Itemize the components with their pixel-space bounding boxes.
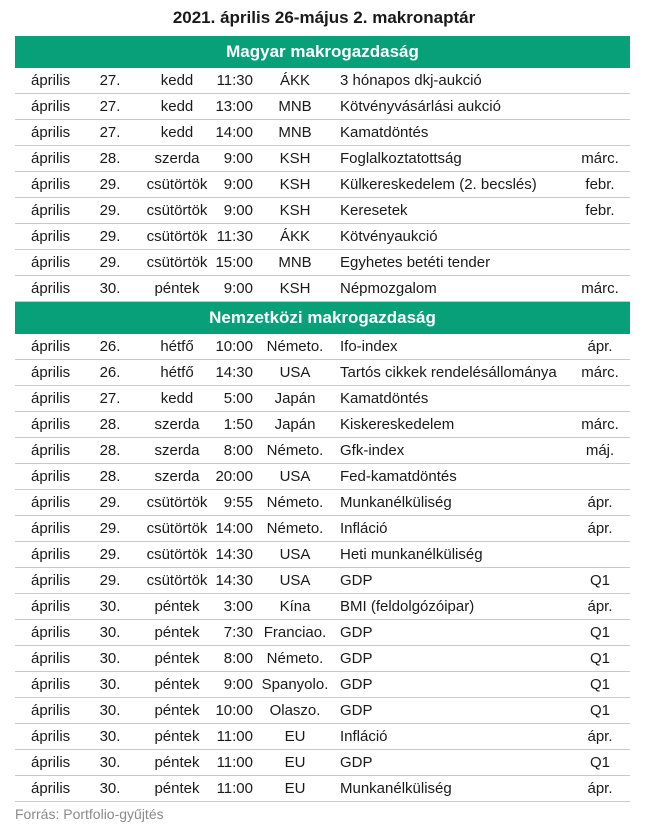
source-cell: USA	[279, 364, 311, 381]
day-cell: 30.	[99, 676, 121, 693]
month-cell: április	[31, 494, 71, 511]
source-cell: Franciao.	[263, 624, 327, 641]
month-cell: április	[31, 124, 71, 141]
table-row	[15, 276, 630, 302]
day-cell: 28.	[99, 150, 121, 167]
source-cell: KSH	[279, 176, 311, 193]
table-row	[15, 146, 630, 172]
weekday-cell: csütörtök	[146, 520, 208, 537]
event-cell: Tartós cikkek rendelésállománya	[340, 364, 557, 381]
time-cell: 11:00	[216, 780, 253, 797]
period-cell: Q1	[589, 702, 610, 719]
time-cell: 14:30	[215, 572, 253, 589]
event-cell: BMI (feldolgózóipar)	[340, 598, 475, 615]
month-cell: április	[31, 416, 71, 433]
source-cell: Spanyolo.	[261, 676, 329, 693]
table-row	[15, 724, 630, 750]
event-cell: Ifo-index	[340, 338, 398, 355]
period-cell: Q1	[589, 754, 610, 771]
month-cell: április	[31, 780, 71, 797]
page-title: 2021. április 26-május 2. makronaptár	[172, 8, 476, 27]
weekday-cell: kedd	[160, 98, 194, 115]
period-cell: márc.	[581, 416, 619, 433]
time-cell: 15:00	[215, 254, 253, 271]
source-cell: ÁKK	[279, 72, 310, 89]
day-cell: 29.	[99, 572, 121, 589]
month-cell: április	[31, 254, 71, 271]
event-cell: Kiskereskedelem	[340, 416, 455, 433]
month-cell: április	[31, 468, 71, 485]
time-cell: 14:30	[215, 364, 253, 381]
table-row	[15, 68, 630, 94]
source-cell: Németo.	[266, 338, 324, 355]
source-cell: ÁKK	[279, 228, 310, 245]
month-cell: április	[31, 754, 71, 771]
weekday-cell: hétfő	[160, 364, 194, 381]
time-cell: 11:00	[216, 754, 253, 771]
table-row	[15, 672, 630, 698]
day-cell: 28.	[99, 416, 121, 433]
month-cell: április	[31, 676, 71, 693]
weekday-cell: péntek	[154, 280, 200, 297]
weekday-cell: péntek	[154, 780, 200, 797]
period-cell: ápr.	[587, 338, 613, 355]
month-cell: április	[31, 728, 71, 745]
weekday-cell: csütörtök	[146, 254, 208, 271]
table-row	[15, 94, 630, 120]
time-cell: 14:00	[215, 124, 253, 141]
day-cell: 29.	[99, 228, 121, 245]
event-cell: Kötvényaukció	[340, 228, 438, 245]
event-cell: GDP	[340, 754, 373, 771]
time-cell: 9:00	[223, 150, 253, 167]
period-cell: febr.	[585, 176, 615, 193]
time-cell: 8:00	[223, 442, 253, 459]
weekday-cell: kedd	[160, 390, 194, 407]
day-cell: 30.	[99, 624, 121, 641]
source-cell: USA	[279, 546, 311, 563]
day-cell: 30.	[99, 280, 121, 297]
event-cell: Keresetek	[340, 202, 408, 219]
table-row	[15, 776, 630, 802]
time-cell: 9:00	[223, 676, 253, 693]
table-row	[15, 360, 630, 386]
time-cell: 14:30	[215, 546, 253, 563]
day-cell: 27.	[99, 390, 121, 407]
period-cell: Q1	[589, 676, 610, 693]
event-cell: Népmozgalom	[340, 280, 437, 297]
section-header-international: Nemzetközi makrogazdaság	[15, 302, 630, 334]
weekday-cell: péntek	[154, 598, 200, 615]
section-header-domestic: Magyar makrogazdaság	[15, 36, 630, 68]
period-cell: máj.	[585, 442, 615, 459]
month-cell: április	[31, 280, 71, 297]
source-cell: MNB	[278, 98, 312, 115]
event-cell: Kötvényvásárlási aukció	[340, 98, 501, 115]
table-row	[15, 250, 630, 276]
time-cell: 14:00	[215, 520, 253, 537]
table-row	[15, 698, 630, 724]
event-cell: Munkanélküliség	[340, 780, 452, 797]
source-cell: EU	[284, 780, 306, 797]
weekday-cell: péntek	[154, 624, 200, 641]
period-cell: Q1	[589, 650, 610, 667]
period-cell: márc.	[581, 364, 619, 381]
time-cell: 10:00	[215, 702, 253, 719]
source-note: Forrás: Portfolio-gyűjtés	[15, 806, 164, 822]
source-cell: Németo.	[266, 494, 324, 511]
table-row	[15, 334, 630, 360]
event-cell: GDP	[340, 624, 373, 641]
period-cell: ápr.	[587, 780, 613, 797]
day-cell: 27.	[99, 124, 121, 141]
day-cell: 28.	[99, 468, 121, 485]
event-cell: GDP	[340, 650, 373, 667]
event-cell: Heti munkanélküliség	[340, 546, 483, 563]
period-cell: márc.	[581, 280, 619, 297]
table-row	[15, 646, 630, 672]
weekday-cell: szerda	[154, 150, 200, 167]
weekday-cell: péntek	[154, 650, 200, 667]
time-cell: 1:50	[223, 416, 253, 433]
table-row	[15, 490, 630, 516]
calendar-table	[15, 36, 630, 802]
table-row	[15, 594, 630, 620]
weekday-cell: szerda	[154, 468, 200, 485]
source-cell: KSH	[279, 150, 311, 167]
event-cell: Egyhetes betéti tender	[340, 254, 491, 271]
time-cell: 13:00	[215, 98, 253, 115]
source-cell: KSH	[279, 202, 311, 219]
weekday-cell: péntek	[154, 702, 200, 719]
time-cell: 3:00	[223, 598, 253, 615]
day-cell: 29.	[99, 520, 121, 537]
time-cell: 7:30	[223, 624, 253, 641]
month-cell: április	[31, 202, 71, 219]
month-cell: április	[31, 442, 71, 459]
event-cell: 3 hónapos dkj-aukció	[340, 72, 482, 89]
source-cell: Németo.	[266, 650, 324, 667]
event-cell: GDP	[340, 676, 373, 693]
event-cell: Kamatdöntés	[340, 390, 429, 407]
time-cell: 9:00	[223, 176, 253, 193]
table-row	[15, 386, 630, 412]
weekday-cell: csütörtök	[146, 494, 208, 511]
source-cell: EU	[284, 728, 306, 745]
time-cell: 9:00	[223, 202, 253, 219]
period-cell: ápr.	[587, 598, 613, 615]
weekday-cell: péntek	[154, 754, 200, 771]
event-cell: Infláció	[340, 728, 388, 745]
month-cell: április	[31, 650, 71, 667]
weekday-cell: csütörtök	[146, 546, 208, 563]
time-cell: 11:00	[216, 728, 253, 745]
month-cell: április	[31, 176, 71, 193]
month-cell: április	[31, 364, 71, 381]
time-cell: 20:00	[215, 468, 253, 485]
table-row	[15, 750, 630, 776]
weekday-cell: kedd	[160, 72, 194, 89]
day-cell: 27.	[99, 98, 121, 115]
event-cell: Fed-kamatdöntés	[340, 468, 457, 485]
weekday-cell: szerda	[154, 442, 200, 459]
table-row	[15, 542, 630, 568]
source-cell: MNB	[278, 254, 312, 271]
day-cell: 29.	[99, 494, 121, 511]
month-cell: április	[31, 624, 71, 641]
period-cell: márc.	[581, 150, 619, 167]
weekday-cell: csütörtök	[146, 202, 208, 219]
event-cell: Munkanélküliség	[340, 494, 452, 511]
weekday-cell: csütörtök	[146, 228, 208, 245]
month-cell: április	[31, 598, 71, 615]
source-cell: KSH	[279, 280, 311, 297]
weekday-cell: hétfő	[160, 338, 194, 355]
table-row	[15, 224, 630, 250]
table-row	[15, 172, 630, 198]
day-cell: 28.	[99, 442, 121, 459]
table-row	[15, 438, 630, 464]
day-cell: 26.	[99, 338, 121, 355]
day-cell: 29.	[99, 254, 121, 271]
source-cell: USA	[279, 468, 311, 485]
event-cell: Gfk-index	[340, 442, 405, 459]
day-cell: 29.	[99, 176, 121, 193]
time-cell: 9:55	[223, 494, 253, 511]
month-cell: április	[31, 520, 71, 537]
month-cell: április	[31, 390, 71, 407]
time-cell: 5:00	[223, 390, 253, 407]
event-cell: Külkereskedelem (2. becslés)	[340, 176, 537, 193]
time-cell: 9:00	[223, 280, 253, 297]
time-cell: 11:30	[216, 72, 253, 89]
period-cell: ápr.	[587, 520, 613, 537]
table-row	[15, 120, 630, 146]
event-cell: Foglalkoztatottság	[340, 150, 462, 167]
period-cell: ápr.	[587, 494, 613, 511]
month-cell: április	[31, 150, 71, 167]
month-cell: április	[31, 546, 71, 563]
day-cell: 30.	[99, 754, 121, 771]
event-cell: Infláció	[340, 520, 388, 537]
event-cell: Kamatdöntés	[340, 124, 429, 141]
source-cell: MNB	[278, 124, 312, 141]
day-cell: 30.	[99, 728, 121, 745]
table-row	[15, 198, 630, 224]
weekday-cell: csütörtök	[146, 176, 208, 193]
source-cell: Németo.	[266, 442, 324, 459]
weekday-cell: kedd	[160, 124, 194, 141]
time-cell: 11:30	[216, 228, 253, 245]
weekday-cell: szerda	[154, 416, 200, 433]
source-cell: Japán	[274, 390, 316, 407]
source-cell: EU	[284, 754, 306, 771]
table-row	[15, 620, 630, 646]
month-cell: április	[31, 228, 71, 245]
day-cell: 29.	[99, 202, 121, 219]
month-cell: április	[31, 72, 71, 89]
weekday-cell: csütörtök	[146, 572, 208, 589]
period-cell: febr.	[585, 202, 615, 219]
table-row	[15, 516, 630, 542]
day-cell: 26.	[99, 364, 121, 381]
event-cell: GDP	[340, 702, 373, 719]
source-cell: Németo.	[266, 520, 324, 537]
month-cell: április	[31, 702, 71, 719]
weekday-cell: péntek	[154, 728, 200, 745]
month-cell: április	[31, 98, 71, 115]
weekday-cell: péntek	[154, 676, 200, 693]
source-cell: Japán	[274, 416, 316, 433]
table-row	[15, 464, 630, 490]
period-cell: ápr.	[587, 728, 613, 745]
period-cell: Q1	[589, 572, 610, 589]
day-cell: 29.	[99, 546, 121, 563]
day-cell: 30.	[99, 702, 121, 719]
event-cell: GDP	[340, 572, 373, 589]
day-cell: 30.	[99, 780, 121, 797]
table-row	[15, 412, 630, 438]
period-cell: Q1	[589, 624, 610, 641]
time-cell: 10:00	[215, 338, 253, 355]
source-cell: Kína	[279, 598, 311, 615]
month-cell: április	[31, 572, 71, 589]
source-cell: Olaszo.	[269, 702, 321, 719]
month-cell: április	[31, 338, 71, 355]
table-row	[15, 568, 630, 594]
day-cell: 27.	[99, 72, 121, 89]
day-cell: 30.	[99, 598, 121, 615]
time-cell: 8:00	[223, 650, 253, 667]
day-cell: 30.	[99, 650, 121, 667]
source-cell: USA	[279, 572, 311, 589]
